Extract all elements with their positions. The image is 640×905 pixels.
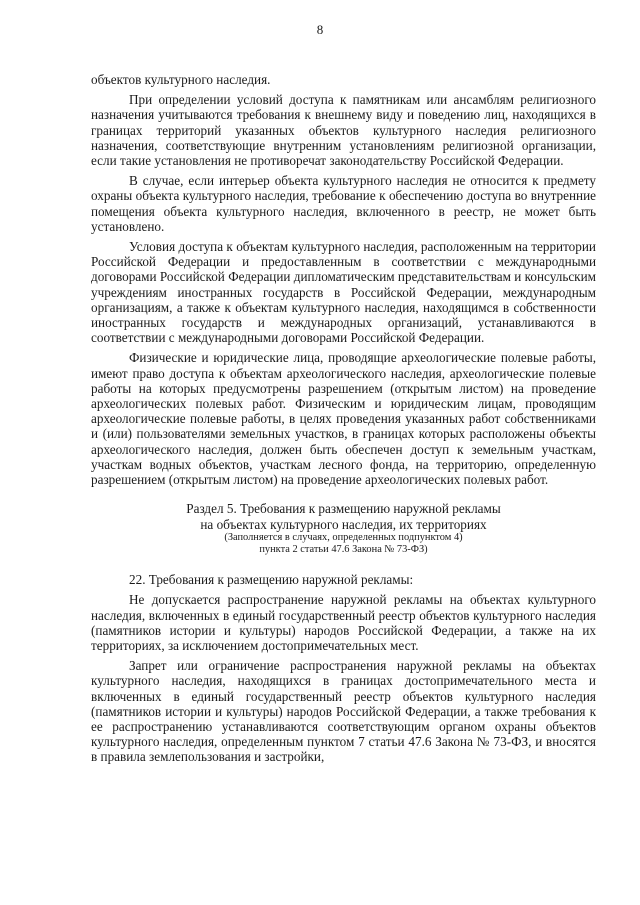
paragraph-advertising-ban: Не допускается распространение наружной рекламы на объектах культурного наследия, включенных в единый государственный реестр объектов культурного наследия (памятников истории и культуры) народов Российской Федерации, а также на их территориях, за исключением достопримечательных мест. [91, 592, 596, 653]
section-note-line1: (Заполняется в случаях, определенных подпунктом 4) [224, 532, 463, 544]
paragraph-advertising-restriction: Запрет или ограничение распространения наружной рекламы на объектах культурного наследия, находящихся в границах достопримечательного места и включенных в единый государственный реестр объектов культурного наследия (памятников истории и культуры) народов Российской Федерации, а также требования к ее распространению устанавливаются соответствующим органом охраны объектов культурного наследия, определенным пунктом 7 статьи 47.6 Закона № 73-ФЗ, и вносятся в правила землепользования и застройки, [91, 658, 596, 765]
section-note-line2: пункта 2 статьи 47.6 Закона № 73-ФЗ) [259, 544, 428, 556]
page-content [91, 72, 596, 770]
section-title-line1: Раздел 5. Требования к размещению наружной рекламы [186, 501, 501, 517]
page-number: 8 [316, 22, 324, 37]
section-title-line2: на объектах культурного наследия, их территориях [200, 516, 487, 532]
section-5-heading [91, 501, 596, 556]
paragraph-religious-access: При определении условий доступа к памятникам или ансамблям религиозного назначения учитываются требования к внешнему виду и поведению лиц, находящихся в границах территорий указанных объектов культурного наследия религиозного назначения, соответствующие внутренним установлениям религиозной организации, если такие установления не противоречат законодательству Российской Федерации. [91, 92, 596, 169]
paragraph-diplomatic-access: Условия доступа к объектам культурного наследия, расположенным на территории Российской Федерации и предоставленным в соответствии с международными договорами Российской Федерации дипломатическим представительствам и консульским учреждениям иностранных государств в Российской Федерации, международным организациям, а также к объектам культурного наследия, находящимся в собственности иностранных государств и международных организаций, устанавливаются в соответствии с международными договорами Российской Федерации. [91, 239, 596, 346]
paragraph-continuation: объектов культурного наследия. [91, 72, 271, 87]
paragraph-archaeological-access: Физические и юридические лица, проводящие археологические полевые работы, имеют право доступа к объектам археологического наследия, археологические полевые работы на которых предусмотрены разрешением (открытым листом) на проведение археологических полевых работ. Физическим и юридическим лицам, проводящим археологические полевые работы, в целях проведения указанных работ собственниками и (или) пользователями земельных участков, в границах которых расположены объекты археологического наследия, должен быть обеспечен доступ к земельным участкам, участкам водных объектов, участкам лесного фонда, на территорию, определенную разрешением (открытым листом) на проведение археологических полевых работ. [91, 350, 596, 488]
paragraph-item-22: 22. Требования к размещению наружной рекламы: [129, 572, 414, 588]
paragraph-interior-access: В случае, если интерьер объекта культурного наследия не относится к предмету охраны объекта культурного наследия, требование к обеспечению доступа во внутренние помещения объекта культурного наследия, включенного в реестр, не может быть установлено. [91, 173, 596, 234]
